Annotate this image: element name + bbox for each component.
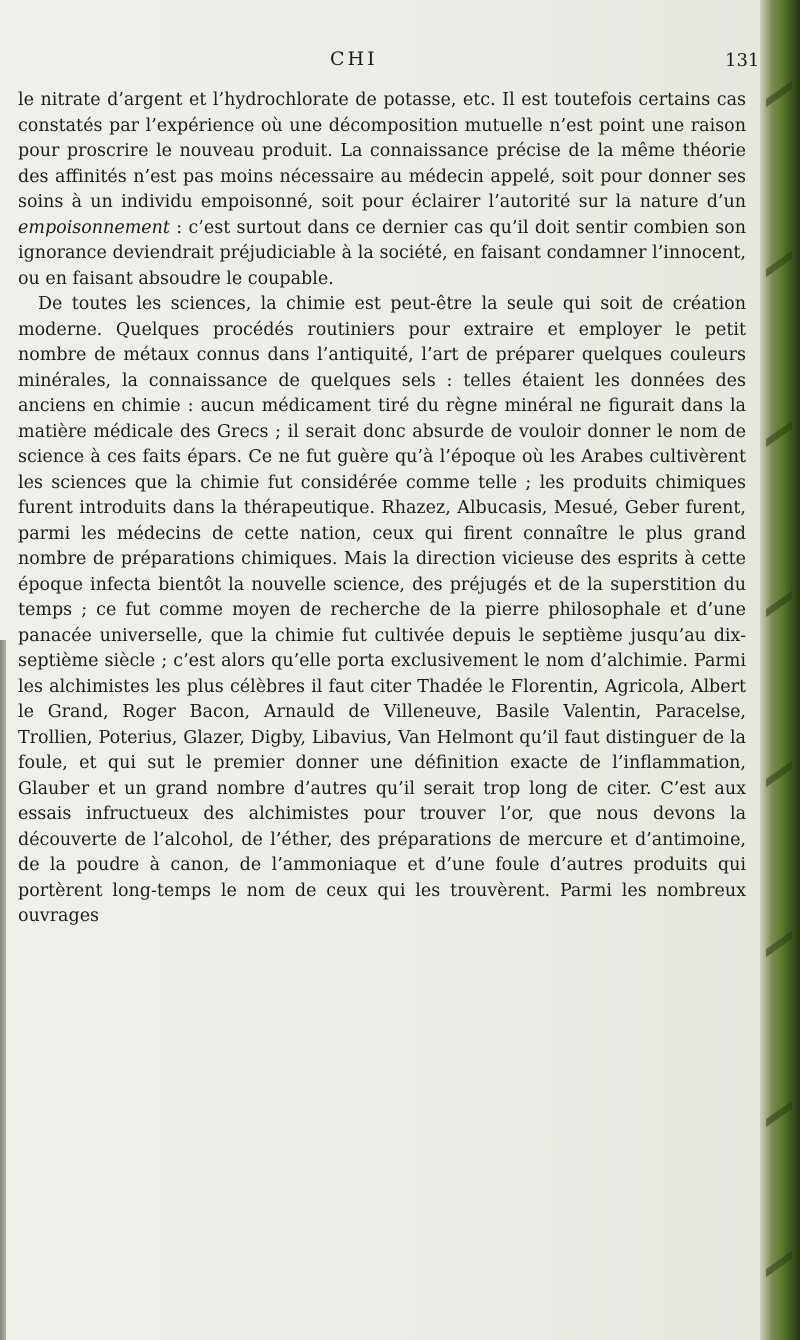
book-cover-edge	[760, 0, 800, 1340]
paragraph-1: le nitrate d’argent et l’hydrochlorate de potasse, etc. Il est toutefois certains cas constatés par l’expérience où une décomposition mutuelle n’est point une raison pour proscrire le nouveau produit. La connaissance précise de la même théorie des affinités n’est pas moins nécessaire au médecin appelé, soit pour donner ses soins à un individu empoisonné, soit pour éclairer l’autorité sur la nature d’un empoisonnement : c’est surtout dans ce dernier cas qu’il doit sentir combien son ignorance deviendrait préjudiciable à la société, en faisant condamner l’innocent, ou en faisant absoudre le coupable.	[18, 90, 746, 289]
body-text	[18, 88, 746, 930]
paragraph-2: De toutes les sciences, la chimie est peut-être la seule qui soit de création moderne. Quelques procédés routiniers pour extraire et employer le petit nombre de métaux connus dans l’antiquité, l’art de préparer quelques couleurs minérales, la connaissance de quelques sels : telles étaient les données des anciens en chimie : aucun médicament tiré du règne minéral ne figurait dans la matière médicale des Grecs ; il serait donc absurde de vouloir donner le nom de science à ces faits épars. Ce ne fut guère qu’à l’époque où les Arabes cultivèrent les sciences que la chimie fut considérée comme telle ; les produits chimiques furent introduits dans la thérapeutique. Rhazez, Albucasis, Mesué, Geber furent, parmi les médecins de cette nation, ceux qui firent connaître le plus grand nombre de préparations chimiques. Mais la direction vicieuse des esprits à cette époque infecta bientôt la nouvelle science, des préjugés et de la superstition du temps ; ce fut comme moyen de recherche de la pierre philosophale et d’une panacée universelle, que la chimie fut cultivée depuis le septième jusqu’au dix-septième siècle ; c’est alors qu’elle porta exclusivement le nom d’alchimie. Parmi les alchimistes les plus célèbres il faut citer Thadée le Florentin, Agricola, Albert le Grand, Roger Bacon, Arnauld de Villeneuve, Basile Valentin, Paracelse, Trollien, Poterius, Glazer, Digby, Libavius, Van Helmont qu’il faut distinguer de la foule, et qui sut le premier donner une définition exacte de l’inflammation, Glauber et un grand nombre d’autres qu’il serait trop long de citer. C’est aux essais infructueux des alchimistes pour trouver l’or, que nous devons la découverte de l’alcohol, de l’éther, des préparations de mercure et d’antimoine, de la poudre à canon, de l’ammoniaque et d’une foule d’autres produits qui portèrent long-temps le nom de ceux qui les trouvèrent. Parmi les nombreux ouvrages	[18, 294, 746, 926]
page-header	[0, 48, 800, 78]
italic-term: empoisonnement	[18, 217, 170, 238]
page-number: 131	[725, 50, 760, 71]
page-left-shadow	[0, 640, 6, 1340]
running-head: CHI	[330, 48, 378, 70]
